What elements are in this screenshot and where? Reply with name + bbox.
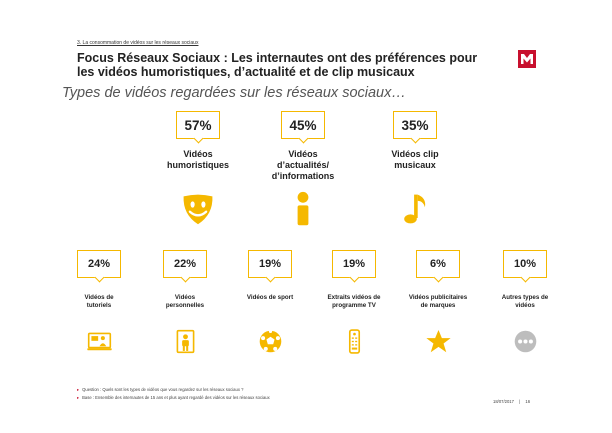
percentage-value: 6% [430,258,446,270]
percentage-value: 22% [173,258,197,270]
item-label-line: Autres types de [501,294,549,301]
percentage-value: 19% [342,258,366,270]
item-label [148,149,248,171]
footnote-base [77,395,270,400]
person-frame-icon [172,328,199,360]
item-label-line: Vidéos [183,149,213,159]
item-label-line: Vidéos [288,149,318,159]
callout-pointer [266,273,276,283]
tutorial-screen-icon [86,328,113,360]
percentage-value: 19% [258,258,282,270]
callout-pointer [181,273,191,283]
info-icon [285,191,321,232]
callout-pointer [521,273,531,283]
item-label-line: Vidéos de [84,294,114,301]
item-label-line: personnelles [165,302,205,309]
item-label-line: Vidéos publicitaires [408,294,468,301]
soccer-ball-icon [257,328,284,360]
brand-logo-icon [518,50,536,68]
page-subtitle: Types de vidéos regardées sur les réseaux sociaux… [62,85,406,101]
item-label [144,294,226,310]
item-label [229,294,311,302]
star-icon [425,328,452,360]
percentage-callout [393,111,437,139]
item-label-line: d’actualités/ [276,160,330,170]
item-label-line: Vidéos [174,294,196,301]
item-label [397,294,479,310]
footnote-base-text: Base : Ensemble des internautes de 15 ans et plus ayant regardé des vidéos sur les réseaux sociaux [82,395,270,400]
percentage-callout [176,111,220,139]
percentage-callout [163,250,207,278]
item-label-line: Vidéos de sport [246,294,294,301]
item-label-line: Vidéos clip [391,149,439,159]
callout-pointer [299,134,309,144]
footer-page-number: 16 [525,399,531,404]
page-title: Focus Réseaux Sociaux : Les internautes ont des préférences pour les vidéos humoristiques, d’actualité et de clip musicaux [77,51,478,79]
percentage-value: 10% [513,258,537,270]
percentage-value: 24% [87,258,111,270]
percentage-callout [248,250,292,278]
item-label [253,149,353,182]
item-label-line: de marques [420,302,456,309]
item-label-line: musicaux [394,160,436,170]
item-label-line: programme TV [332,302,376,309]
remote-control-icon [341,328,368,360]
footnote-question [77,387,243,392]
item-label-line: Extraits vidéos de [327,294,381,301]
percentage-value: 45% [289,117,317,133]
item-label [484,294,566,310]
footer-date: 18/07/2017 [493,399,514,404]
percentage-value: 35% [401,117,429,133]
percentage-callout [281,111,325,139]
percentage-callout [77,250,121,278]
page-footer [493,399,530,404]
footnote-arrow-icon: ▸ [77,387,80,392]
callout-pointer [350,273,360,283]
callout-pointer [95,273,105,283]
music-note-icon [397,191,433,232]
percentage-callout [332,250,376,278]
percentage-callout [503,250,547,278]
callout-pointer [411,134,421,144]
section-label: 3. La consommation de vidéos sur les réseaux sociaux [77,40,199,46]
percentage-callout [416,250,460,278]
footnote-question-text: Question : Quels sont les types de vidéos que vous regardez sur les réseaux sociaux ? [82,387,244,392]
item-label-line: vidéos [515,302,535,309]
item-label [58,294,140,310]
item-label-line: tutoriels [86,302,112,309]
callout-pointer [194,134,204,144]
percentage-value: 57% [184,117,212,133]
item-label [365,149,465,171]
item-label-line: d’informations [271,171,335,181]
callout-pointer [434,273,444,283]
footer-separator: | [519,399,521,404]
smiley-mask-icon [180,191,216,232]
more-dots-icon [512,328,539,360]
item-label [313,294,395,310]
item-label-line: humoristiques [166,160,229,170]
footnote-arrow-icon: ▸ [77,395,80,400]
